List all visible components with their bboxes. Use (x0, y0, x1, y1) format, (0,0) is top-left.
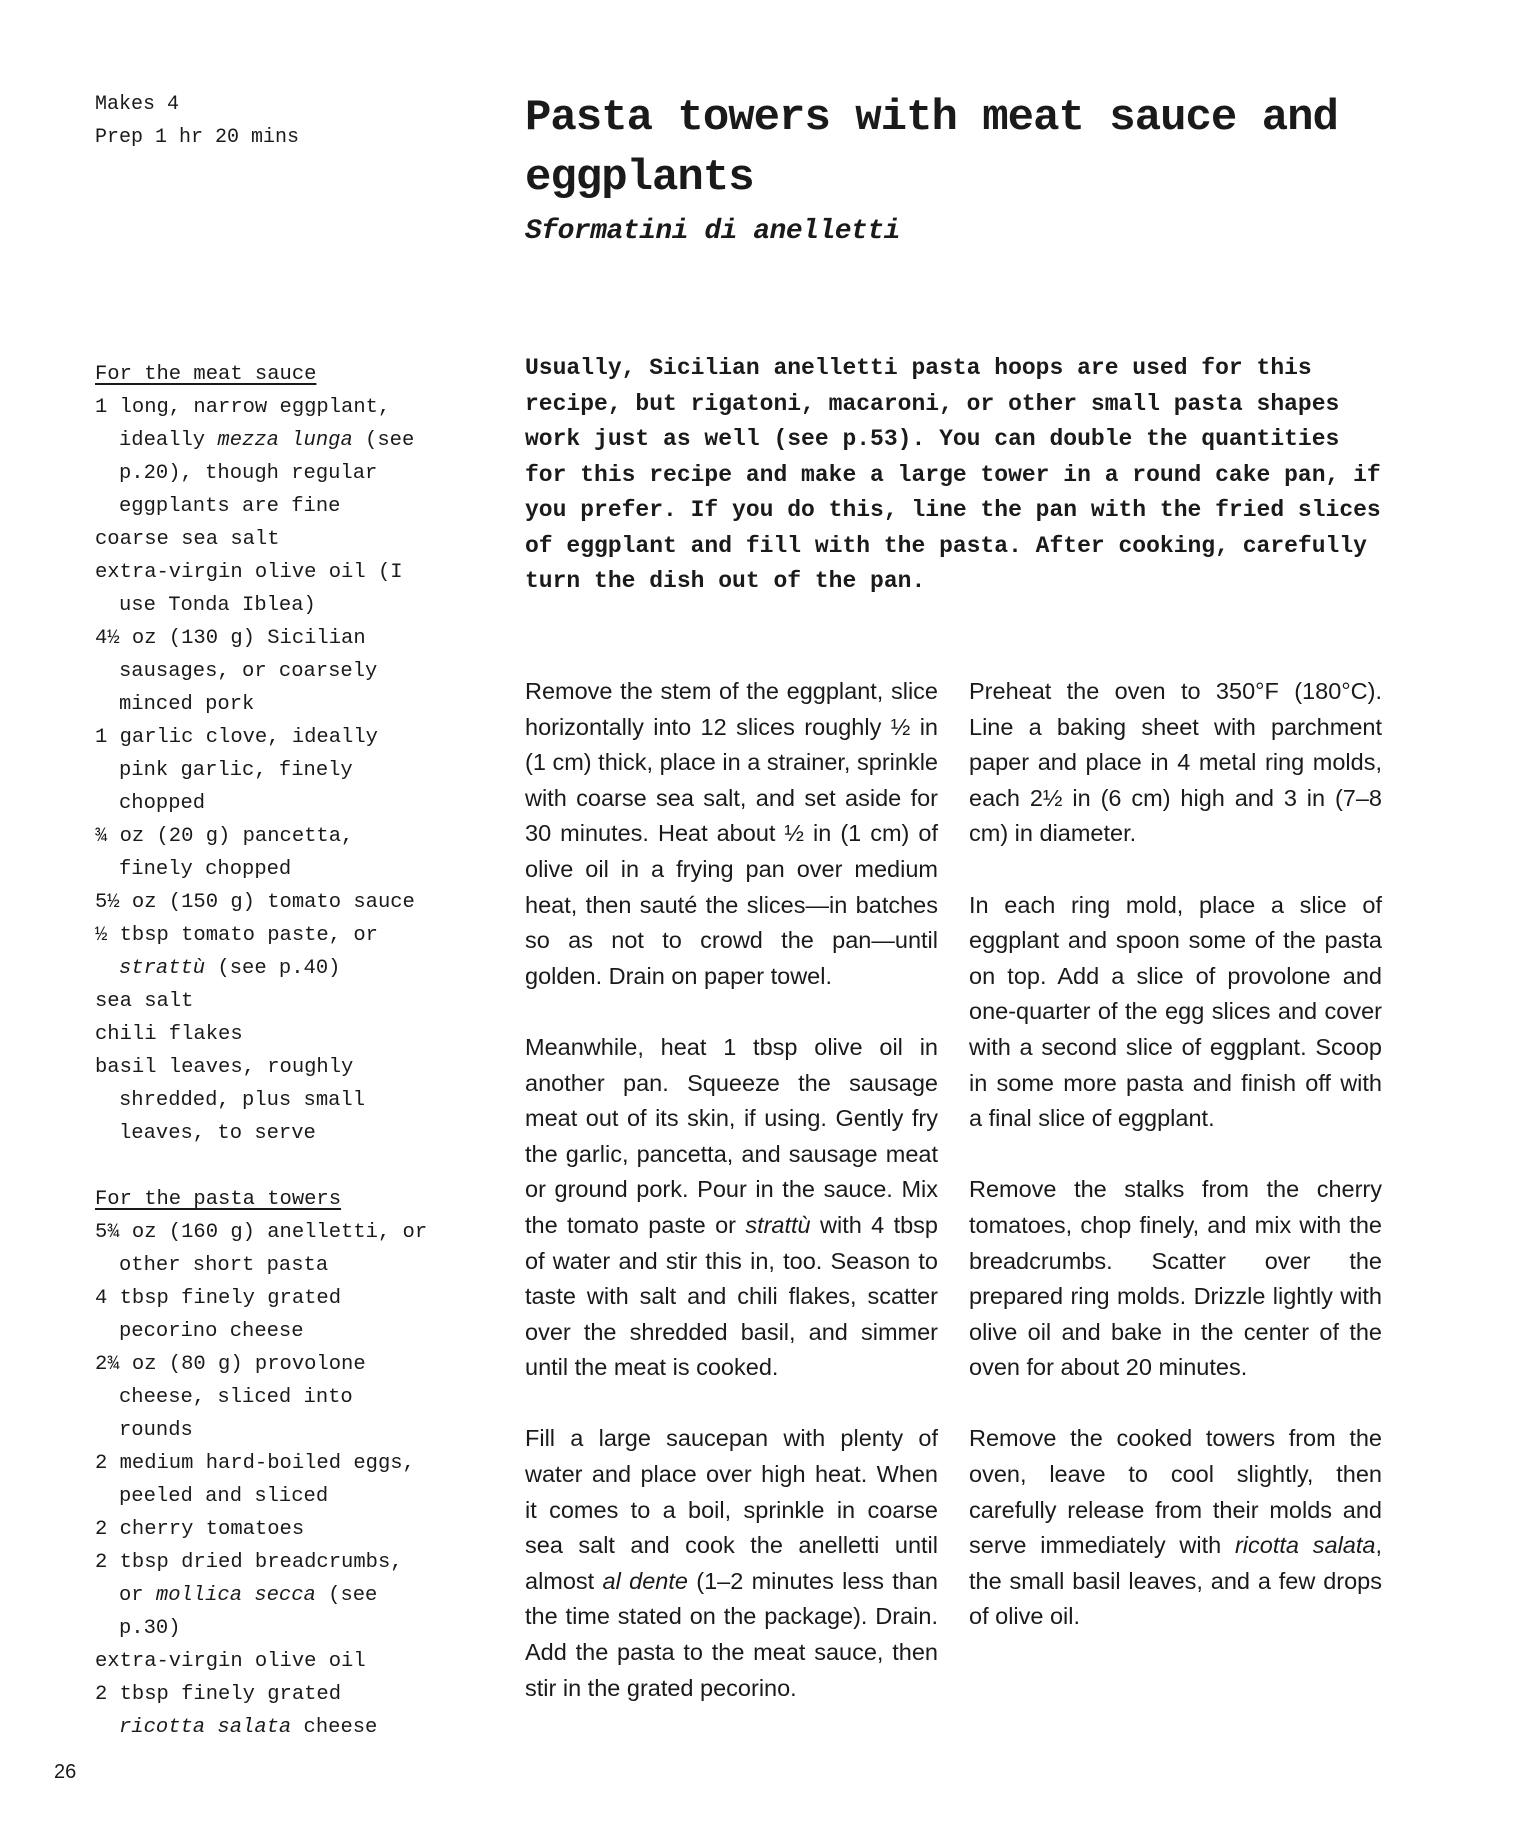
ingredient-item (95, 523, 435, 556)
meat-sauce-list (95, 391, 435, 1150)
method-paragraph (525, 1421, 938, 1706)
text-segment: Remove the cooked towers from the oven, leave to cool slightly, then carefully release from their molds and serve immediately with (969, 1425, 1382, 1559)
text-segment: chili flakes (95, 1023, 243, 1046)
text-segment: sea salt (95, 990, 194, 1013)
text-segment: 2¾ oz (80 g) provolone cheese, sliced into rounds (95, 1353, 366, 1442)
method-paragraph (525, 1030, 938, 1386)
recipe-meta (95, 88, 299, 154)
italic-term: ricotta salata (119, 1716, 292, 1739)
italic-term: al dente (602, 1567, 688, 1594)
text-segment: coarse sea salt (95, 528, 280, 551)
ingredient-item (95, 985, 435, 1018)
italic-term: strattù (745, 1211, 811, 1238)
ingredient-item (95, 919, 435, 985)
ingredient-item (95, 391, 435, 523)
text-segment: 1 garlic clove, ideally pink garlic, finely chopped (95, 726, 378, 815)
ingredient-item (95, 622, 435, 721)
text-segment: (1–2 minutes less than the time stated on the package). Drain. Add the pasta to the meat sauce, then stir in the grated pecorino. (525, 1567, 938, 1701)
text-segment: Meanwhile, heat 1 tbsp olive oil in another pan. Squeeze the sausage meat out of its skin, if using. Gently fry the garlic, pancetta, and sausage meat or ground pork. Pour in the sauce. Mix the tomato paste or (525, 1033, 938, 1238)
meat-sauce-heading: For the meat sauce (95, 363, 317, 386)
prep-time-text: Prep 1 hr 20 mins (95, 126, 300, 149)
ingredient-item (95, 721, 435, 820)
ingredient-item (95, 1447, 435, 1513)
text-segment: 5¾ oz (160 g) anelletti, or other short pasta (95, 1221, 428, 1277)
pasta-towers-list (95, 1216, 435, 1744)
text-segment: Preheat the oven to 350°F (180°C). Line a baking sheet with parchment paper and place in 4 metal ring molds, each 2½ in (6 cm) high and 3 in (7–8 cm) in diameter. (969, 678, 1382, 847)
text-segment: (see p.20), though regular eggplants are fine (119, 429, 415, 518)
text-segment: with 4 tbsp of water and stir this in, too. Season to taste with salt and chili flakes, scatter over the shredded basil, and simmer until the meat is cooked. (525, 1211, 938, 1381)
text-segment: Remove the stalks from the cherry tomatoes, chop finely, and mix with the breadcrumbs. Scatter over the prepared ring molds. Drizzle lightly with olive oil and bake in the center of the oven for about 20 minutes. (969, 1176, 1382, 1381)
method-paragraph (969, 674, 1382, 852)
text-segment: , the small basil leaves, and a few drops of olive oil. (969, 1532, 1383, 1630)
text-segment: ½ tbsp tomato paste, or (95, 924, 378, 947)
text-segment: (see p.40) (205, 957, 341, 980)
italic-term: strattù (119, 957, 206, 980)
pasta-towers-heading: For the pasta towers (95, 1188, 342, 1211)
method-paragraph (525, 674, 938, 994)
ingredient-item (95, 1282, 435, 1348)
intro-paragraph: Usually, Sicilian anelletti pasta hoops are used for this recipe, but rigatoni, macaroni, or other small pasta shapes work just as well (see p.53). You can double the quantities for this recipe and make a large tower in a round cake pan, if you prefer. If you do this, line the pan with the fried slices of eggplant and fill with the pasta. After cooking, carefully turn the dish out of the pan. (525, 355, 1381, 594)
text-segment: Fill a large saucepan with plenty of water and place over high heat. When it comes to a boil, sprinkle in coarse sea salt and cook the anelletti until almost (525, 1425, 938, 1594)
italic-term: ricotta salata (1234, 1532, 1376, 1559)
text-segment: extra-virgin olive oil (I use Tonda Iblea) (95, 561, 403, 617)
ingredient-item (95, 1216, 435, 1282)
ingredient-item (95, 1051, 435, 1150)
method-column-2 (969, 674, 1382, 1671)
text-segment: 2 cherry tomatoes (95, 1518, 305, 1541)
page-number: 26 (54, 1761, 77, 1783)
text-segment: basil leaves, roughly shredded, plus small leaves, to serve (95, 1056, 366, 1145)
italic-term: mollica secca (155, 1584, 316, 1607)
text-segment: (see p.30) (119, 1584, 378, 1640)
recipe-title: Pasta towers with meat sauce and eggplants (525, 93, 1338, 203)
text-segment: 4 tbsp finely grated pecorino cheese (95, 1287, 342, 1343)
text-segment: 2 tbsp dried breadcrumbs, or (95, 1551, 403, 1607)
text-segment: Remove the stem of the eggplant, slice horizontally into 12 slices roughly ½ in (1 cm) thick, place in a strainer, sprinkle with coarse sea salt, and set aside for 30 minutes. Heat about ½ in (1 cm) of olive oil in a frying pan over medium heat, then sauté the slices—in batches so as not to crowd the pan—until golden. Drain on paper towel. (525, 678, 938, 989)
ingredient-item (95, 1546, 435, 1645)
text-segment: 2 tbsp finely grated (95, 1683, 342, 1706)
ingredients-column (95, 358, 435, 1744)
section-spacer (95, 1150, 435, 1183)
text-segment: 4½ oz (130 g) Sicilian sausages, or coarsely minced pork (95, 627, 378, 716)
italic-term: mezza lunga (217, 429, 353, 452)
ingredient-item (95, 1645, 435, 1678)
text-segment: In each ring mold, place a slice of eggplant and spoon some of the pasta on top. Add a slice of provolone and one-quarter of the egg slices and cover with a second slice of eggplant. Scoop in some more pasta and finish off with a final slice of eggplant. (969, 891, 1382, 1132)
text-segment: extra-virgin olive oil (95, 1650, 366, 1673)
ingredient-item (95, 1678, 435, 1744)
text-segment: ¾ oz (20 g) pancetta, finely chopped (95, 825, 354, 881)
ingredient-item (95, 556, 435, 622)
text-segment: 2 medium hard-boiled eggs, peeled and sliced (95, 1452, 415, 1508)
text-segment: 1 long, narrow eggplant, ideally (95, 396, 391, 452)
ingredient-item (95, 1348, 435, 1447)
method-paragraph (969, 888, 1382, 1137)
method-column-1 (525, 674, 938, 1742)
method-paragraph (969, 1172, 1382, 1386)
yield-text: Makes 4 (95, 93, 180, 116)
ingredient-item (95, 1513, 435, 1546)
recipe-subtitle: Sformatini di anelletti (525, 216, 900, 247)
ingredient-item (95, 886, 435, 919)
ingredient-item (95, 1018, 435, 1051)
text-segment: 5½ oz (150 g) tomato sauce (95, 891, 415, 914)
method-paragraph (969, 1421, 1382, 1635)
ingredient-item (95, 820, 435, 886)
text-segment: cheese (291, 1716, 378, 1739)
